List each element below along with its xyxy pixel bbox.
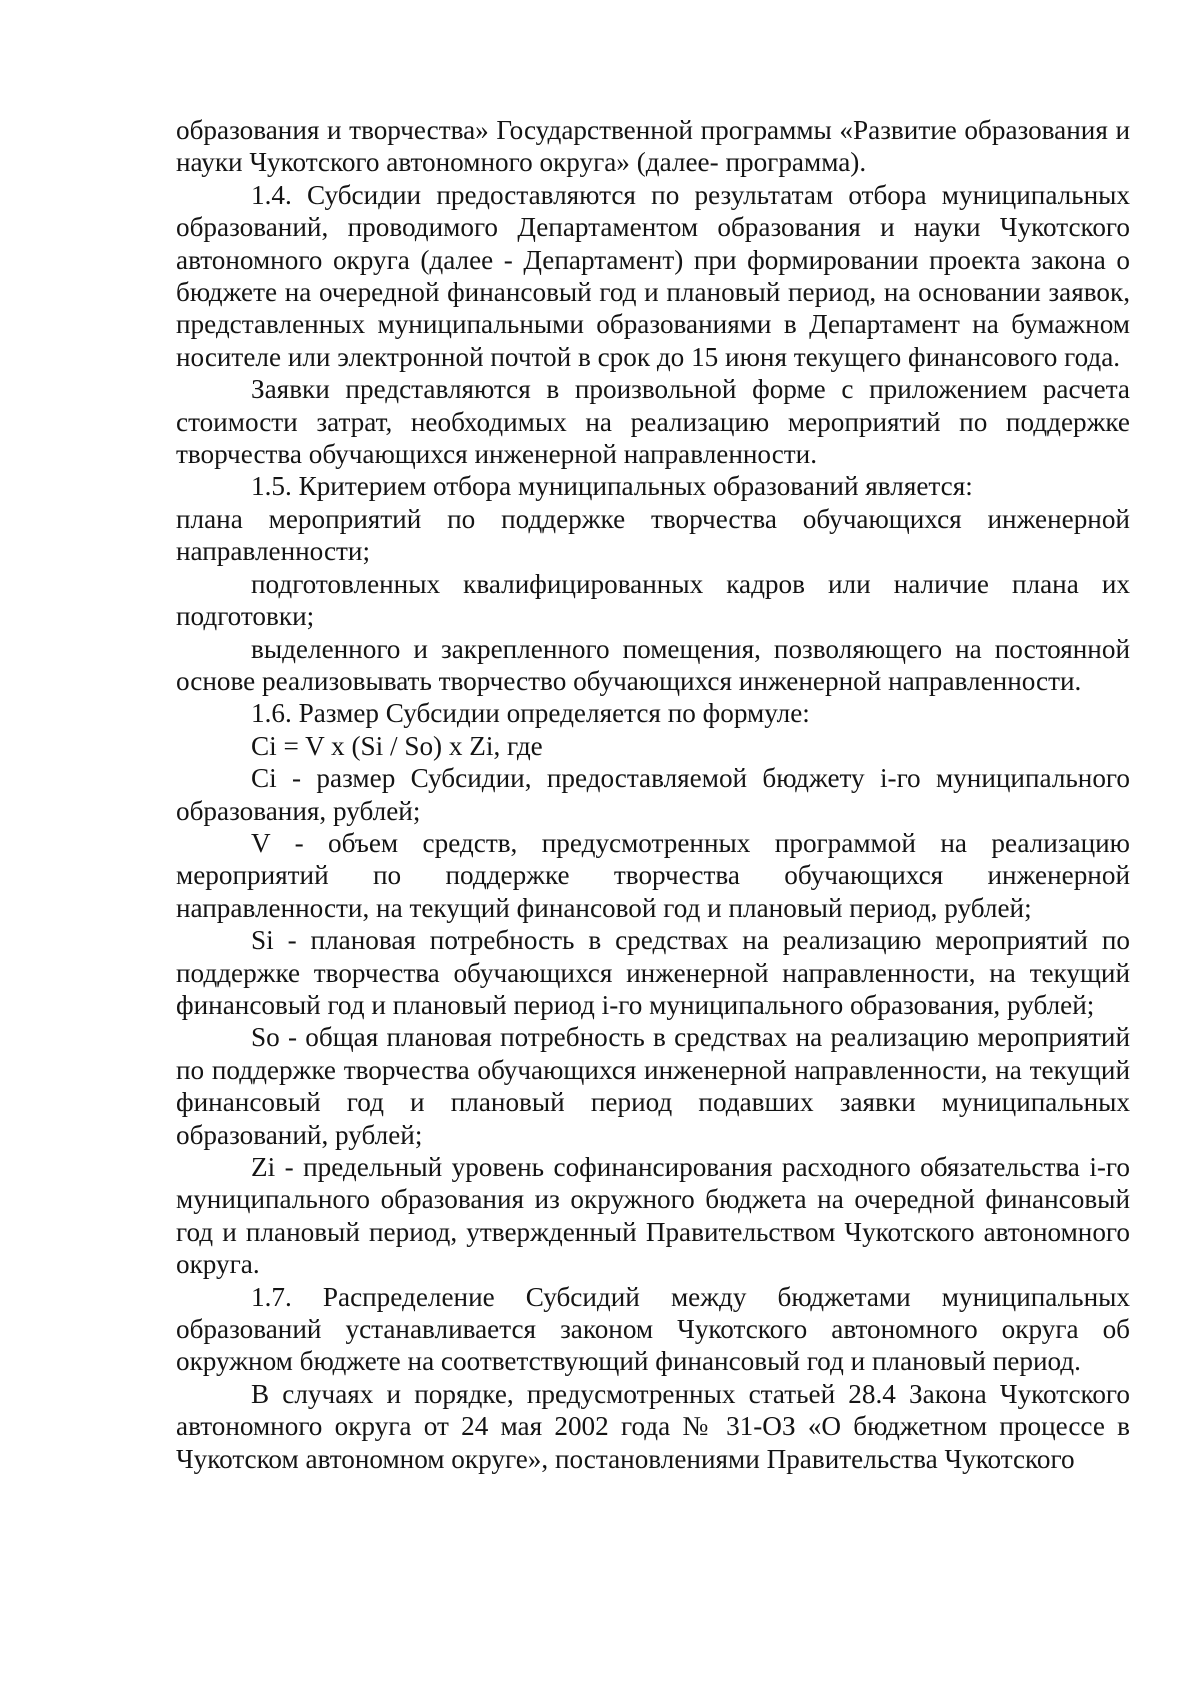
- definition-so: So - общая плановая потребность в средствах на реализацию мероприятий по поддержке творчества обучающихся инженерной направленности, на текущий финансовый год и плановый период подавших заявки муниципальных образований, рублей;: [176, 1022, 1130, 1150]
- paragraph-1-5: 1.5. Критерием отбора муниципальных образований является:: [251, 471, 973, 502]
- definition-si: Si - плановая потребность в средствах на реализацию мероприятий по поддержке творчества обучающихся инженерной направленности, на текущий финансовый год и плановый период i-го муниципального образования, рублей;: [176, 925, 1130, 1020]
- paragraph-1-7: 1.7. Распределение Субсидий между бюджетами муниципальных образований устанавливается законом Чукотского автономного округа об окружном бюджете на соответствующий финансовый год и плановый период.: [176, 1281, 1130, 1377]
- definition-zi: Zi - предельный уровень софинансирования расходного обязательства i-го муниципального образования из окружного бюджета на очередной финансовый год и плановый период, утвержденный Правительством Чукотского автономного округа.: [176, 1152, 1130, 1280]
- definition-ci: Ci - размер Субсидии, предоставляемой бюджету i-го муниципального образования, рублей;: [176, 763, 1130, 826]
- criterion-premises: выделенного и закрепленного помещения, позволяющего на постоянной основе реализовывать творчество обучающихся инженерной направленности.: [176, 633, 1130, 696]
- paragraph-program-continuation: образования и творчества» Государственной программы «Развитие образования и науки Чукотского автономного округа» (далее- программа).: [176, 115, 1130, 178]
- formula: Ci = V x (Si / So) x Zi, где: [251, 730, 543, 761]
- document-page: [176, 114, 1130, 1475]
- paragraph-1-4: 1.4. Субсидии предоставляются по результатам отбора муниципальных образований, проводимого Департаментом образования и науки Чукотского автономного округа (далее - Департамент) при формировании проекта закона о бюджете на очередной финансовый год и плановый период, на основании заявок, представленных муниципальными образованиями в Департамент на бумажном носителе или электронной почтой в срок до 15 июня текущего финансового года.: [176, 179, 1130, 372]
- definition-v: V - объем средств, предусмотренных программой на реализацию мероприятий по поддержке творчества обучающихся инженерной направленности, на текущий финансовой год и плановый период, рублей;: [176, 827, 1130, 923]
- paragraph-cases: В случаях и порядке, предусмотренных статьей 28.4 Закона Чукотского автономного округа от 24 мая 2002 года № 31-ОЗ «О бюджетном процессе в Чукотском автономном округе», постановлениями Правительства Чукотского: [176, 1378, 1130, 1474]
- criterion-staff: подготовленных квалифицированных кадров или наличие плана их подготовки;: [176, 568, 1130, 632]
- criterion-plan: плана мероприятий по поддержке творчества обучающихся инженерной направленности;: [176, 503, 1130, 567]
- paragraph-applications: Заявки представляются в произвольной форме с приложением расчета стоимости затрат, необходимых на реализацию мероприятий по поддержке творчества обучающихся инженерной направленности.: [176, 374, 1130, 470]
- paragraph-1-6: 1.6. Размер Субсидии определяется по формуле:: [251, 698, 810, 729]
